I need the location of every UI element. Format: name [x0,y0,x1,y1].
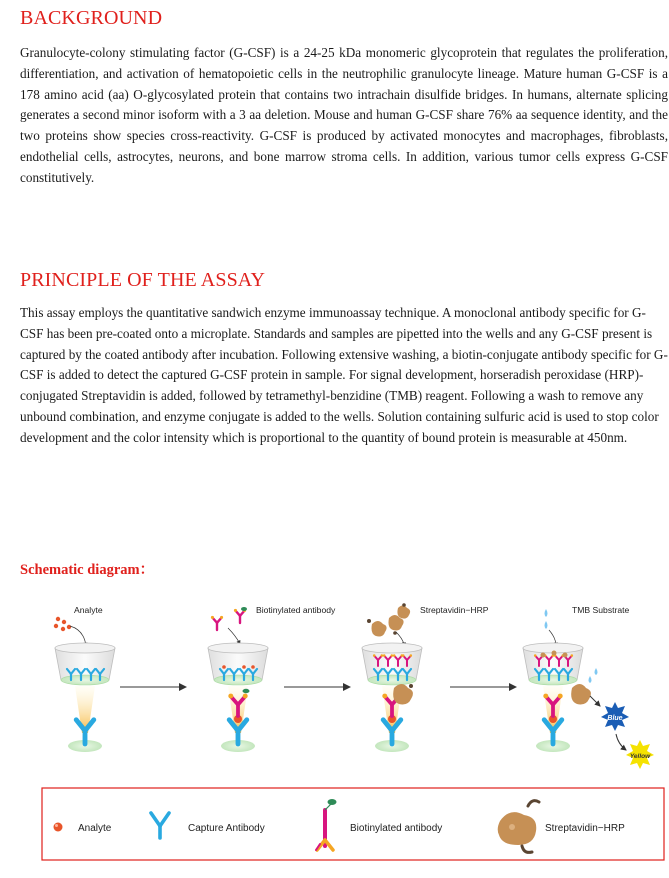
background-heading: BACKGROUND [20,7,163,29]
step-tmb-substrate [523,605,654,769]
step-biotinylated-antibody [208,605,336,752]
principle-paragraph: This assay employs the quantitative sandwich enzyme immunoassay technique. A monoclonal antibody specific for G-CSF has been pre-coated onto a microplate. Standards and samples are pipetted into the wells and any G-CSF present is captured by the coated antibody after incubation. Following extensive washing, a biotin-conjugate antibody specific for G-CSF is added to detect the captured G-CSF protein in sample. For signal development, horseradish peroxidase (HRP)-conjugated Streptavidin is added, followed by tetramethyl-benzidine (TMB) reagent. Following a wash to remove any unbound combination, and enzyme conjugate is added to the wells. Solution containing sulfuric acid is used to stop color development and the color intensity which is proportional to the quantity of bound protein is measurable at 450nm. [20,305,668,445]
schematic-title: Schematic diagram： [20,562,155,578]
legend-label: Biotinylated antibody [350,823,443,834]
blue-label: Blue [607,715,623,722]
streptavidin-hrp-cluster [367,603,410,636]
principle-heading: PRINCIPLE OF THE ASSAY [20,269,266,291]
microplate-well [55,643,115,685]
yellow-label: Yellow [629,753,651,760]
step-streptavidin-hrp [362,603,489,752]
microplate-well [362,643,422,685]
step-label: Analyte [74,605,103,615]
schematic-diagram [0,588,669,878]
step-label: TMB Substrate [572,605,630,615]
analyte-dot-icon [54,823,63,832]
microplate-well [523,643,583,685]
step-label: Biotinylated antibody [256,605,336,615]
analyte-cluster [54,617,71,631]
droplet-icon [545,621,548,629]
legend [42,788,664,860]
blue-product-burst [601,702,629,731]
step-analyte [54,605,115,752]
droplet-icon [545,609,548,617]
background-paragraph: Granulocyte-colony stimulating factor (G-CSF) is a 24-25 kDa monomeric glycoprotein that regulates the proliferation, differentiation, and activation of hematopoietic cells in the neutrophilic granulocyte lineage. Mature human G-CSF is a 178 amino acid (aa) O-glycosylated protein that contains two intrachain disulfide bridges. In humans, alternate splicing generates a second minor isoform with a 3 aa deletion. Mouse and human G-CSF share 76% aa sequence identity, and the two proteins show species cross-reactivity. G-CSF is produced by activated monocytes and macrophages, fibroblasts, endothelial cells, astrocytes, neurons, and bone marrow stroma cells. In addition, various tumor cells express G-CSF constitutively. [20,45,668,185]
step-label: Streptavidin−HRP [420,605,489,615]
yellow-product-burst [626,740,654,769]
legend-label: Analyte [78,823,112,834]
microplate-well [208,643,268,685]
legend-label: Capture Antibody [188,823,265,834]
legend-label: Streptavidin−HRP [545,823,625,834]
